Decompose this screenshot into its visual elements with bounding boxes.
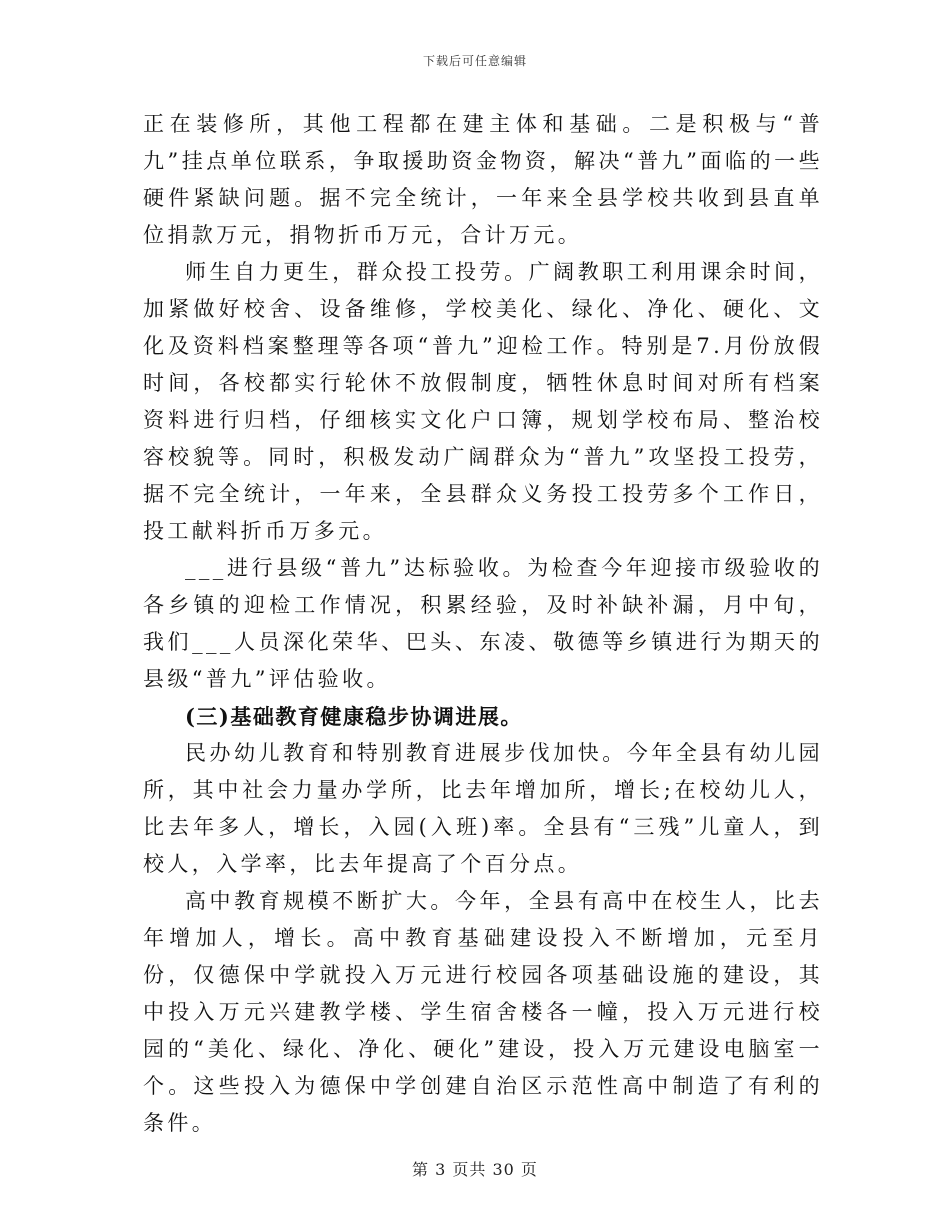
section-heading: (三)基础教育健康稳步协调进展。 <box>185 704 523 729</box>
paragraph-high-school: 高中教育规模不断扩大。今年，全县有高中在校生人，比去年增加人，增长。高中教育基础建设投入不断增加，元至月份，仅德保中学就投入万元进行校园各项基础设施的建设，其中投入万元兴建教学楼、学生宿舍楼各一幢，投入万元进行校园的“美化、绿化、净化、硬化”建设，投入万元建设电脑室一个。这些投入为德保中学创建自治区示范性高中制造了有利的条件。 <box>143 889 823 1135</box>
paragraph-preschool-special-education: 民办幼儿教育和特别教育进展步伐加快。今年全县有幼儿园所，其中社会力量办学所，比去年增加所，增长;在校幼儿人，比去年多人，增长，入园(入班)率。全县有“三残”儿童人，到校人，入学率，比去年提高了个百分点。 <box>143 741 823 876</box>
paragraph-self-reliance: 师生自力更生，群众投工投劳。广阔教职工利用课余时间，加紧做好校舍、设备维修，学校美化、绿化、净化、硬化、文化及资料档案整理等各项“普九”迎检工作。特别是7.月份放假时间，各校都实行轮休不放假制度，牺牲休息时间对所有档案资料进行归档，仔细核实文化户口簿，规划学校布局、整治校容校貌等。同时，积极发动广阔群众为“普九”攻坚投工投劳，据不完全统计，一年来，全县群众义务投工投劳多个工作日，投工献料折币万多元。 <box>143 260 823 543</box>
document-body <box>143 106 823 1142</box>
page-header: 下载后可任意编辑 <box>422 54 527 68</box>
page-number: 第 3 页共 30 页 <box>412 1160 538 1179</box>
paragraph-continuation: 正在装修所，其他工程都在建主体和基础。二是积极与“普九”挂点单位联系，争取援助资金物资，解决“普九”面临的一些硬件紧缺问题。据不完全统计，一年来全县学校共收到县直单位捐款万元，捐物折币万元，合计万元。 <box>143 112 823 247</box>
paragraph-county-acceptance: ___进行县级“普九”达标验收。为检查今年迎接市级验收的各乡镇的迎检工作情况，积累经验，及时补缺补漏，月中旬，我们___人员深化荣华、巴头、东凌、敬德等乡镇进行为期天的县级“普九”评估验收。 <box>143 556 823 691</box>
